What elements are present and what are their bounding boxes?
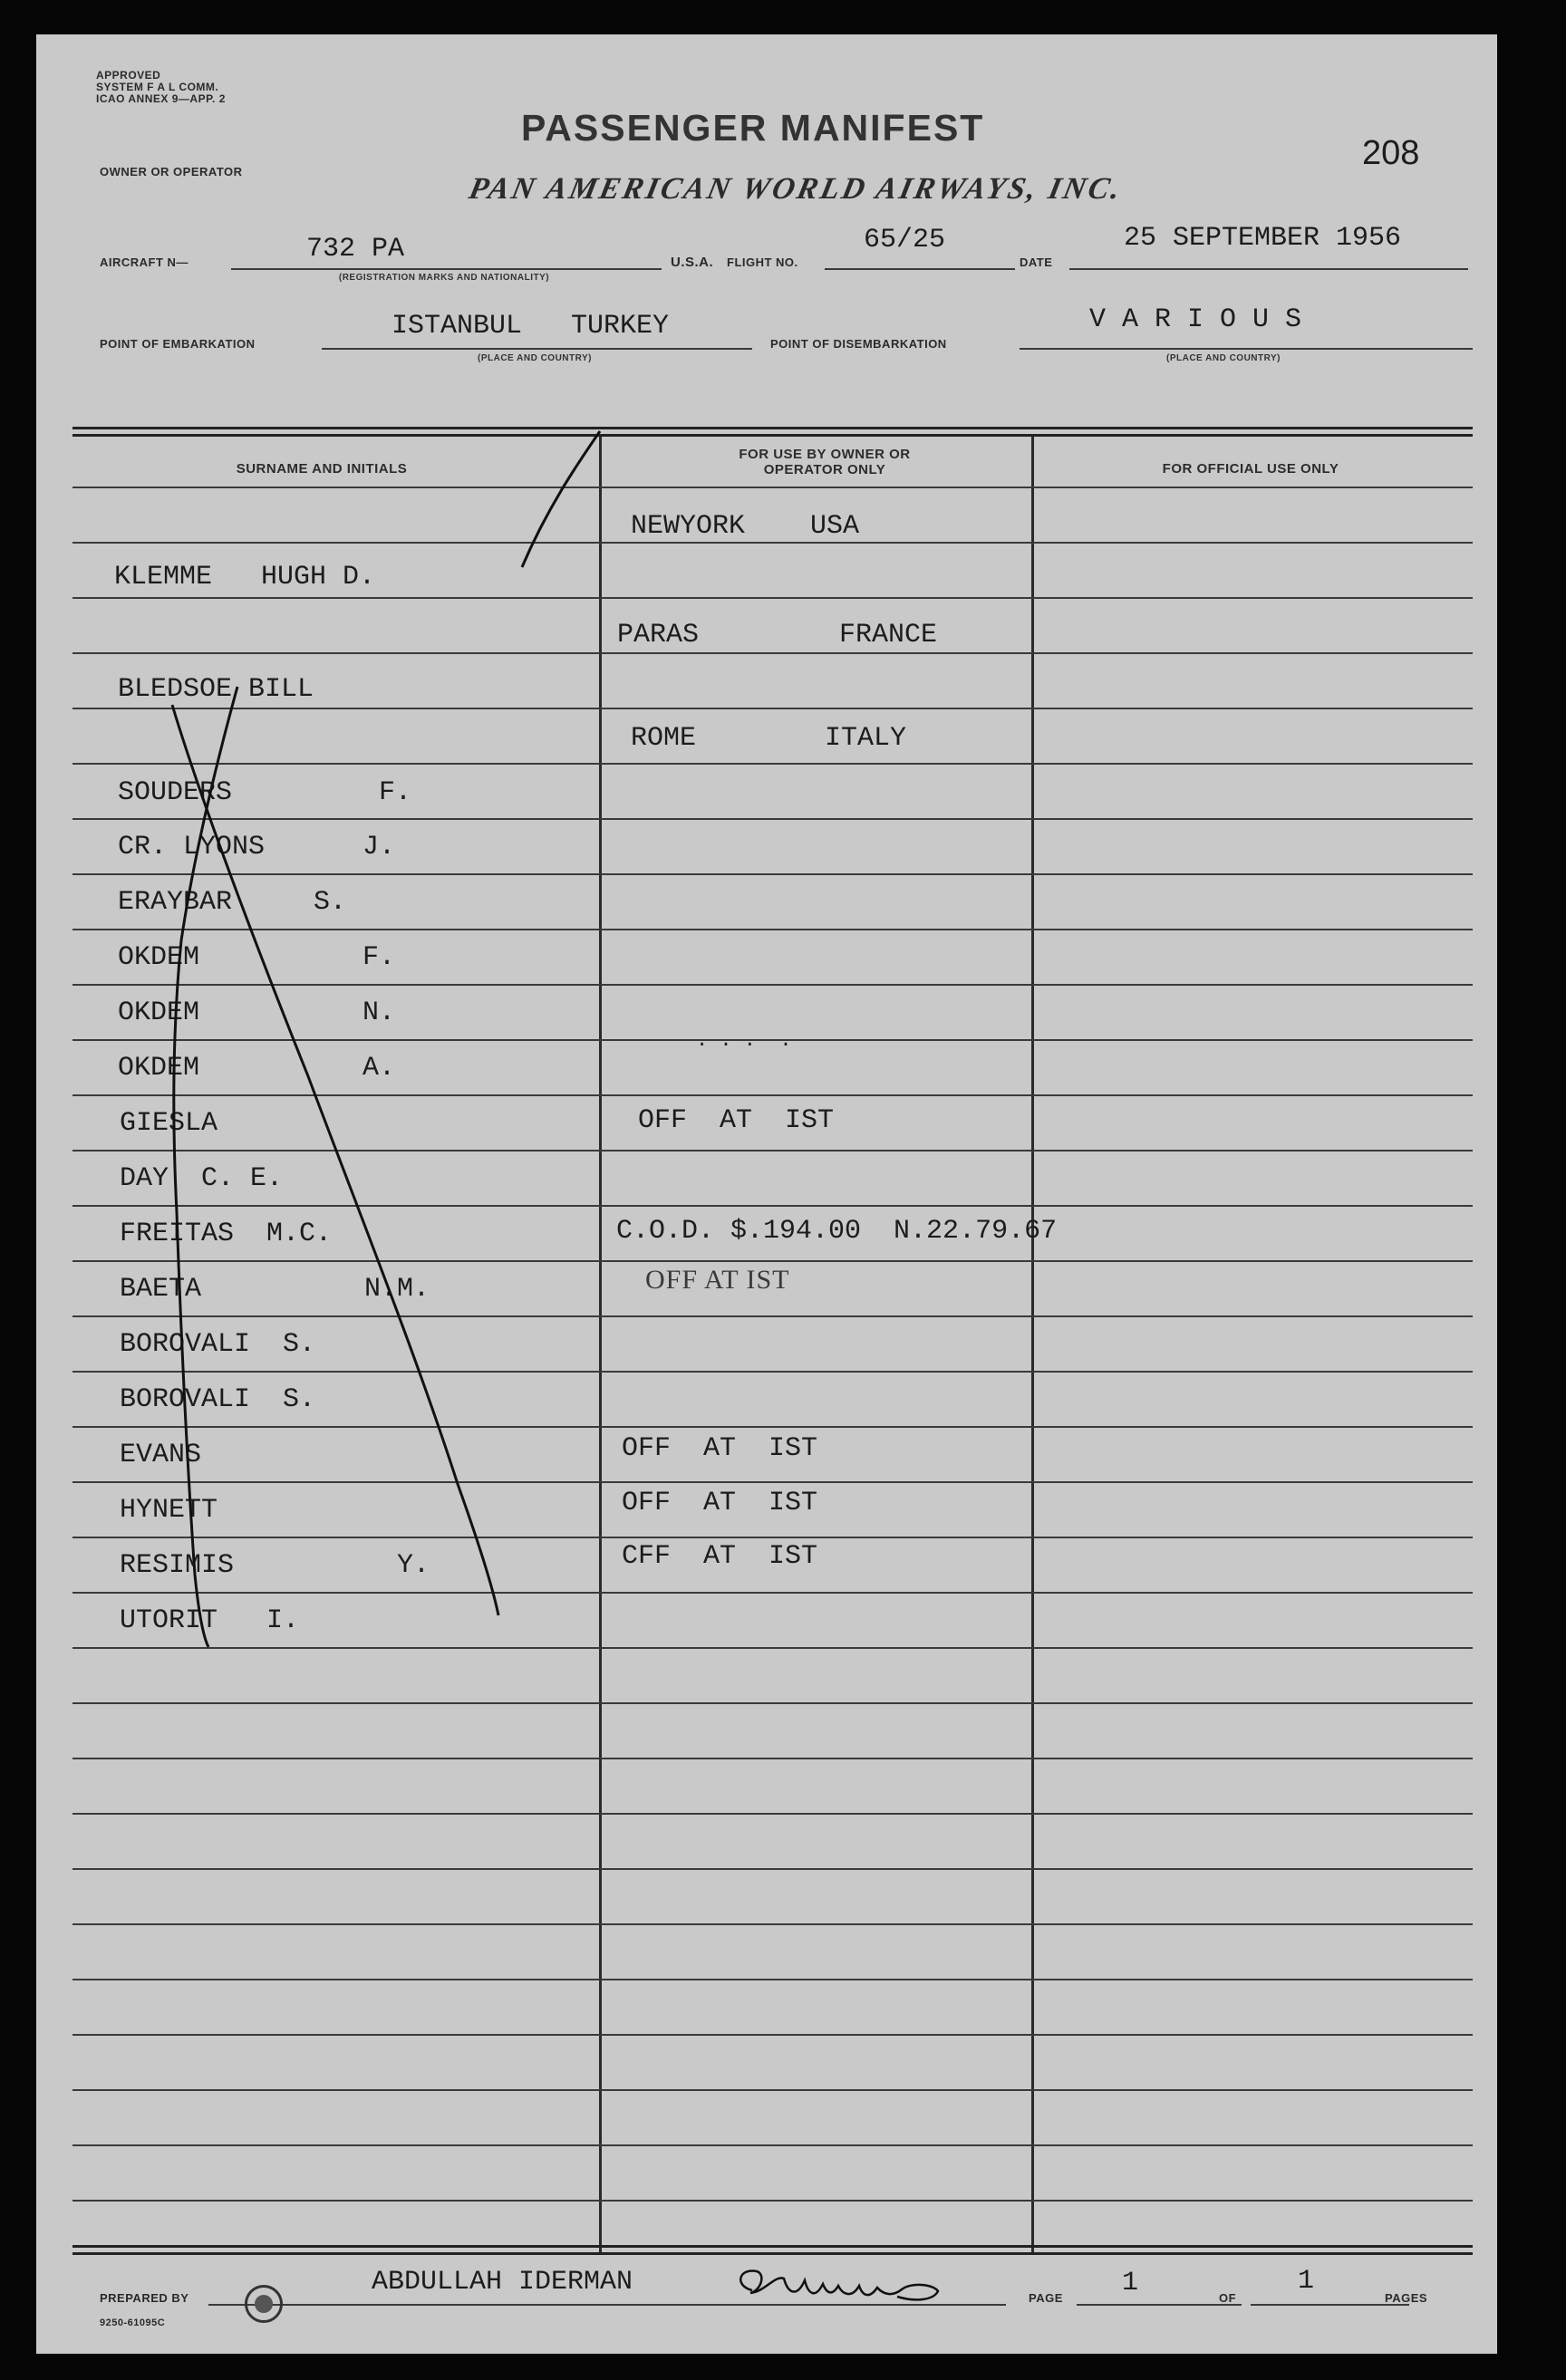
manifest-document	[36, 34, 1497, 2354]
passenger-name: UTORIT I.	[120, 1605, 300, 1636]
disembarkation-label: POINT OF DISEMBARKATION	[770, 337, 947, 351]
embarkation-label: POINT OF EMBARKATION	[100, 337, 256, 351]
form-number: 9250-61095C	[100, 2317, 166, 2328]
note-freitas: C.O.D. $.194.00 N.22.79.67	[616, 1216, 1058, 1247]
approval-line-3: ICAO ANNEX 9—APP. 2	[96, 92, 226, 105]
date-label: DATE	[1020, 255, 1053, 269]
column-header-official-use: FOR OFFICIAL USE ONLY	[1162, 461, 1339, 477]
of-label: OF	[1219, 2291, 1237, 2305]
passenger-name: BAETA N.M.	[120, 1274, 430, 1305]
passenger-name: DAY C. E.	[120, 1163, 284, 1194]
passenger-name: OKDEM N.	[118, 997, 396, 1028]
passenger-name: ERAYBAR S.	[118, 887, 347, 918]
form-seal-icon	[245, 2285, 283, 2323]
document-title: PASSENGER MANIFEST	[521, 107, 985, 149]
page-number: 208	[1362, 134, 1420, 172]
passenger-name: OKDEM F.	[118, 942, 396, 973]
passenger-name: BLEDSOE BILL	[118, 674, 314, 705]
usa-label: U.S.A.	[671, 255, 714, 270]
flight-label: FLIGHT NO.	[727, 255, 798, 269]
page-current: 1	[1122, 2268, 1139, 2298]
passenger-name: BOROVALI S.	[120, 1384, 316, 1415]
flight-date: 25 SEPTEMBER 1956	[1124, 223, 1402, 254]
passenger-name: KLEMME HUGH D.	[114, 562, 376, 593]
destination-newyork: NEWYORK USA	[631, 511, 860, 542]
passenger-name: RESIMIS Y.	[120, 1550, 430, 1581]
passenger-name: OKDEM A.	[118, 1053, 396, 1084]
destination-rome-city: ROME	[631, 723, 697, 754]
note-hynett: OFF AT IST	[622, 1488, 818, 1518]
pages-label: PAGES	[1385, 2291, 1428, 2305]
approval-line-1: APPROVED	[96, 69, 161, 82]
pen-strokes	[36, 34, 1497, 2354]
passenger-name: SOUDERS F.	[118, 777, 412, 808]
passenger-name: CR. LYONS J.	[118, 832, 396, 862]
flight-number: 65/25	[864, 225, 946, 255]
disembarkation-sublabel: (PLACE AND COUNTRY)	[1166, 353, 1281, 363]
passenger-name: BOROVALI S.	[120, 1329, 316, 1360]
note-evans: OFF AT IST	[622, 1433, 818, 1464]
approval-line-2: SYSTEM F A L COMM.	[96, 81, 219, 93]
destination-paris-city: PARAS	[617, 620, 700, 650]
page-total: 1	[1298, 2266, 1315, 2297]
preparer-signature	[725, 2259, 997, 2313]
note-resimis: CFF AT IST	[622, 1541, 818, 1572]
destination-rome-country: ITALY	[825, 723, 907, 754]
owner-label: OWNER OR OPERATOR	[100, 165, 243, 178]
destination-paris-country: FRANCE	[839, 620, 938, 650]
operator-name: PAN AMERICAN WORLD AIRWAYS, INC.	[466, 172, 1126, 206]
stray-dots: . . . .	[696, 1029, 792, 1052]
page-label: PAGE	[1029, 2291, 1063, 2305]
aircraft-label: AIRCRAFT N—	[100, 255, 188, 269]
note-baeta: OFF AT IST	[645, 1265, 790, 1295]
disembarkation-place: V A R I O U S	[1089, 304, 1302, 335]
passenger-name: FREITAS M.C.	[120, 1219, 333, 1249]
aircraft-registration: 732 PA	[306, 234, 405, 265]
column-header-owner-use: FOR USE BY OWNER OR OPERATOR ONLY	[739, 447, 911, 477]
aircraft-sublabel: (REGISTRATION MARKS AND NATIONALITY)	[338, 273, 550, 283]
preparer-name: ABDULLAH IDERMAN	[372, 2267, 633, 2298]
prepared-by-label: PREPARED BY	[100, 2291, 189, 2305]
passenger-name: GIESLA	[120, 1108, 218, 1139]
passenger-name: HYNETT	[120, 1495, 218, 1526]
note-giesla: OFF AT IST	[638, 1105, 835, 1136]
column-header-surname: SURNAME AND INITIALS	[236, 461, 408, 477]
embarkation-place: ISTANBUL TURKEY	[392, 311, 670, 342]
passenger-name: EVANS	[120, 1440, 202, 1470]
embarkation-sublabel: (PLACE AND COUNTRY)	[478, 353, 592, 363]
